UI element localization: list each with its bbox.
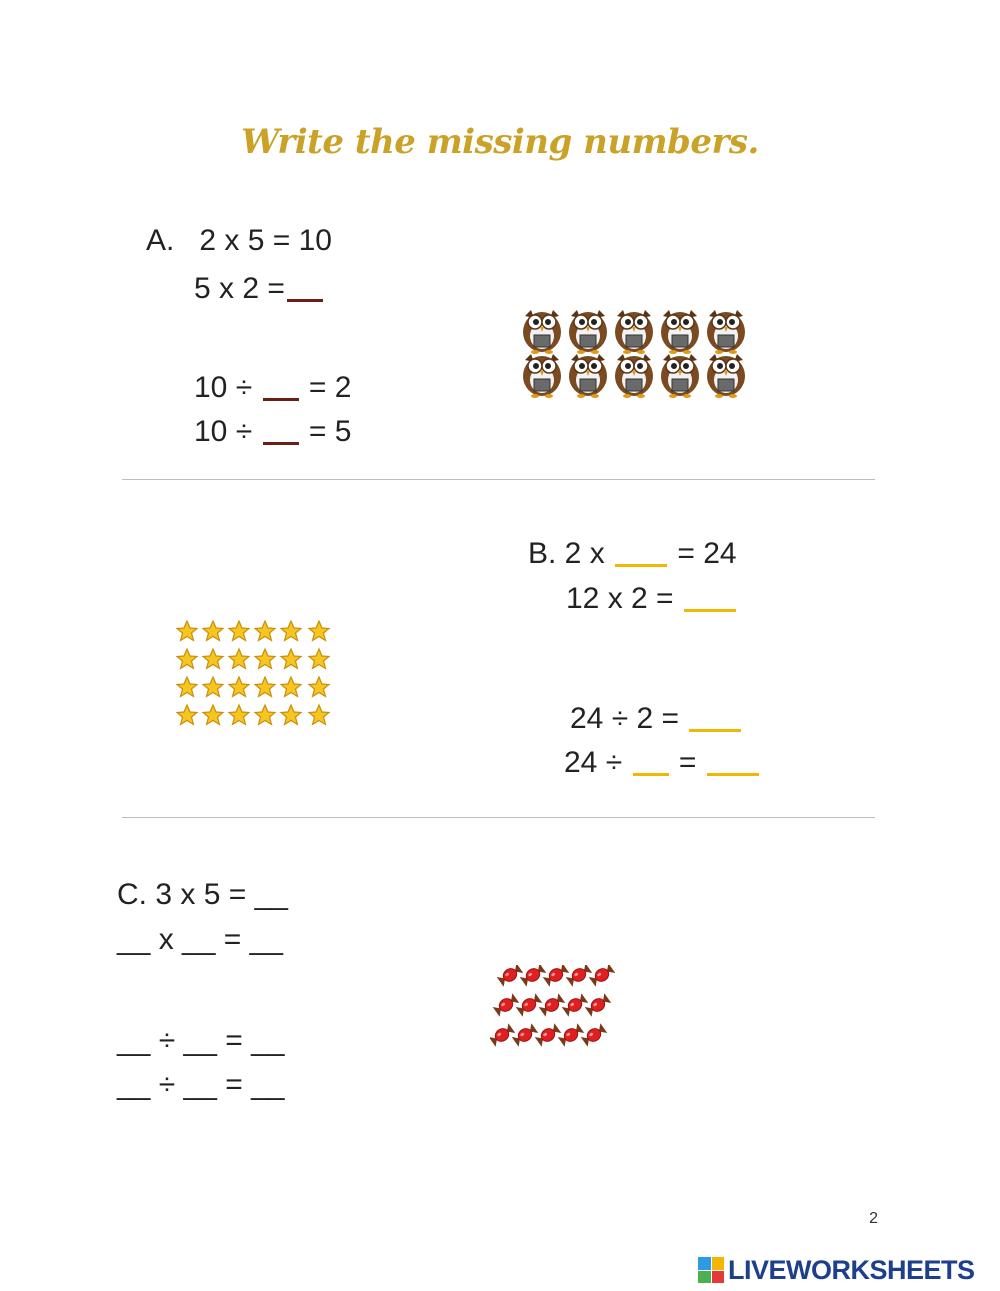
candy-icon <box>581 1023 608 1047</box>
answer-blank[interactable] <box>615 534 667 567</box>
section-b-equation-2: 12 x 2 = <box>566 579 738 614</box>
worksheet-title: Write the missing numbers. <box>241 122 759 162</box>
section-a-equation-1: A. 2 x 5 = 10 <box>146 224 332 257</box>
section-a-equation-2: 5 x 2 = <box>194 269 325 304</box>
star-icon <box>255 649 275 669</box>
answer-blank[interactable] <box>689 699 741 732</box>
star-icon <box>229 705 249 725</box>
owl-group <box>520 308 752 400</box>
section-c-equation-1[interactable]: C. 3 x 5 = __ <box>117 878 288 911</box>
star-icon <box>255 705 275 725</box>
owl-icon <box>615 310 653 354</box>
candy-icon <box>520 965 547 987</box>
owl-icon <box>569 310 607 354</box>
section-a-equation-3: 10 ÷ = 2 <box>194 368 351 403</box>
owl-icon <box>569 354 607 398</box>
star-icon <box>229 621 249 641</box>
candy-icon <box>562 993 589 1017</box>
section-b-equation-4: 24 ÷ = <box>564 743 761 778</box>
candy-picture <box>490 965 625 1053</box>
answer-blank[interactable] <box>633 743 669 776</box>
star-icon <box>255 621 275 641</box>
star-icon <box>281 677 301 697</box>
star-icon <box>229 649 249 669</box>
candy-icon <box>558 1023 585 1047</box>
owl-picture <box>520 308 752 400</box>
candy-icon <box>539 993 566 1017</box>
star-icon <box>255 677 275 697</box>
star-icon <box>177 677 197 697</box>
star-picture <box>176 620 336 728</box>
owl-icon <box>523 310 561 354</box>
star-icon <box>309 705 329 725</box>
section-divider <box>122 479 875 480</box>
section-a-equation-4: 10 ÷ = 5 <box>194 412 351 447</box>
section-b-equation-1: B. 2 x = 24 <box>528 534 737 569</box>
page-number: 2 <box>869 1210 878 1227</box>
candy-icon <box>535 1023 562 1047</box>
answer-blank[interactable] <box>707 743 759 776</box>
star-icon <box>177 621 197 641</box>
brand-name: LIVEWORKSHEETS <box>728 1254 975 1285</box>
owl-icon <box>707 354 745 398</box>
star-icon <box>309 649 329 669</box>
candy-icon <box>490 1023 515 1047</box>
star-icon <box>203 649 223 669</box>
candy-icon <box>585 993 612 1017</box>
star-icon <box>203 705 223 725</box>
section-a-label: A. <box>146 224 175 257</box>
candy-icon <box>566 965 593 987</box>
candy-group <box>490 965 625 1053</box>
star-icon <box>281 705 301 725</box>
answer-blank[interactable] <box>263 368 299 401</box>
liveworksheets-logo-icon <box>698 1257 724 1283</box>
owl-icon <box>707 310 745 354</box>
candy-icon <box>512 1023 539 1047</box>
owl-icon <box>615 354 653 398</box>
candy-icon <box>589 965 616 987</box>
candy-icon <box>516 993 543 1017</box>
star-group <box>176 620 336 728</box>
star-icon <box>177 649 197 669</box>
brand-footer <box>698 1255 975 1285</box>
star-icon <box>281 621 301 641</box>
answer-blank[interactable] <box>287 269 323 302</box>
section-c-equation-3[interactable]: __ ÷ __ = __ <box>117 1024 285 1057</box>
owl-icon <box>661 310 699 354</box>
section-b-equation-3: 24 ÷ 2 = <box>570 699 743 734</box>
answer-blank[interactable] <box>684 579 736 612</box>
section-c-equation-4[interactable]: __ ÷ __ = __ <box>117 1068 285 1101</box>
section-divider <box>122 817 875 818</box>
owl-icon <box>661 354 699 398</box>
answer-blank[interactable] <box>263 412 299 445</box>
star-icon <box>229 677 249 697</box>
star-icon <box>177 705 197 725</box>
candy-icon <box>497 965 524 987</box>
star-icon <box>309 621 329 641</box>
star-icon <box>203 621 223 641</box>
star-icon <box>203 677 223 697</box>
star-icon <box>309 677 329 697</box>
candy-icon <box>543 965 570 987</box>
section-c-equation-2[interactable]: __ x __ = __ <box>117 923 283 956</box>
owl-icon <box>523 354 561 398</box>
candy-icon <box>493 993 520 1017</box>
star-icon <box>281 649 301 669</box>
